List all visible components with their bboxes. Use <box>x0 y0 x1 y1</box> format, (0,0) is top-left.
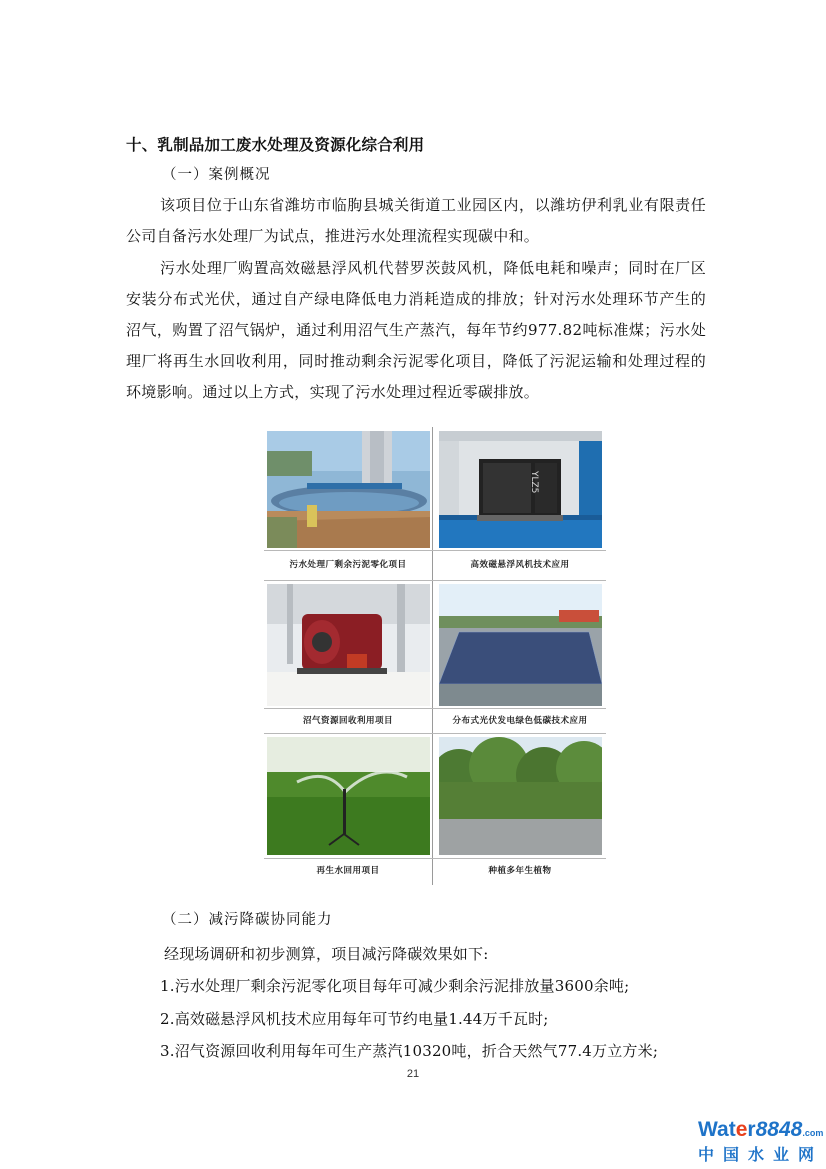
caption-solar: 分布式光伏发电绿色低碳技术应用 <box>452 716 588 726</box>
section-heading: 十、乳制品加工废水处理及资源化综合利用 <box>126 136 425 154</box>
grid-rule <box>264 858 606 859</box>
subsection-title-overview: （一）案例概况 <box>162 167 271 183</box>
paragraph-overview-2: 污水处理厂购置高效磁悬浮风机代替罗茨鼓风机，降低电耗和噪声；同时在厂区安装分布式光伏，通过自产绿电降低电力消耗造成的排放；针对污水处理环节产生的沼气，购置了沼气锅炉，通过利用沼气生产蒸汽，每年节约977.82吨标准煤；污水处理厂将再生水回收利用，同时推动剩余污泥零化项目，降低了污泥运输和处理过程的环境影响。通过以上方式，实现了污水处理过程近零碳排放。 <box>126 259 706 401</box>
subsection-title-synergy: （二）减污降碳协同能力 <box>162 912 333 928</box>
project-photo-grid <box>264 427 606 887</box>
photo-solar-panels <box>439 584 602 706</box>
caption-sludge: 污水处理厂剩余污泥零化项目 <box>289 560 407 570</box>
grid-rule <box>264 708 606 709</box>
grid-rule <box>264 733 606 734</box>
caption-biogas: 沼气资源回收利用项目 <box>302 716 393 726</box>
caption-plants: 种植多年生植物 <box>488 866 552 876</box>
photo-biogas-boiler <box>267 584 430 706</box>
photo-maglev-blower <box>439 431 602 548</box>
list-item: 3.沼气资源回收利用每年可生产蒸汽10320吨，折合天然气77.4万立方米; <box>160 1042 659 1060</box>
list-item: 1.污水处理厂剩余污泥零化项目每年可减少剩余污泥排放量3600余吨; <box>160 977 630 995</box>
paragraph-synergy-intro: 经现场调研和初步测算，项目减污降碳效果如下: <box>164 945 489 963</box>
list-item: 2.高效磁悬浮风机技术应用每年可节约电量1.44万千瓦时; <box>160 1010 549 1028</box>
photo-reclaimed-water <box>267 737 430 855</box>
page-number: 21 <box>406 1068 420 1080</box>
caption-blower: 高效磁悬浮风机技术应用 <box>470 560 570 570</box>
caption-reclaimed: 再生水回用项目 <box>316 866 380 876</box>
grid-rule <box>264 580 606 581</box>
grid-divider <box>432 427 433 885</box>
watermark-logo: Water8848.com 中国水业网 <box>698 1118 824 1164</box>
grid-rule <box>264 550 606 551</box>
paragraph-overview-1: 该项目位于山东省潍坊市临朐县城关街道工业园区内，以潍坊伊利乳业有限责任公司自备污水处理厂为试点，推进污水处理流程实现碳中和。 <box>126 196 706 245</box>
photo-sludge-tank <box>267 431 430 548</box>
photo-perennial-plants <box>439 737 602 855</box>
machine-label: YLZ5 <box>529 471 539 494</box>
